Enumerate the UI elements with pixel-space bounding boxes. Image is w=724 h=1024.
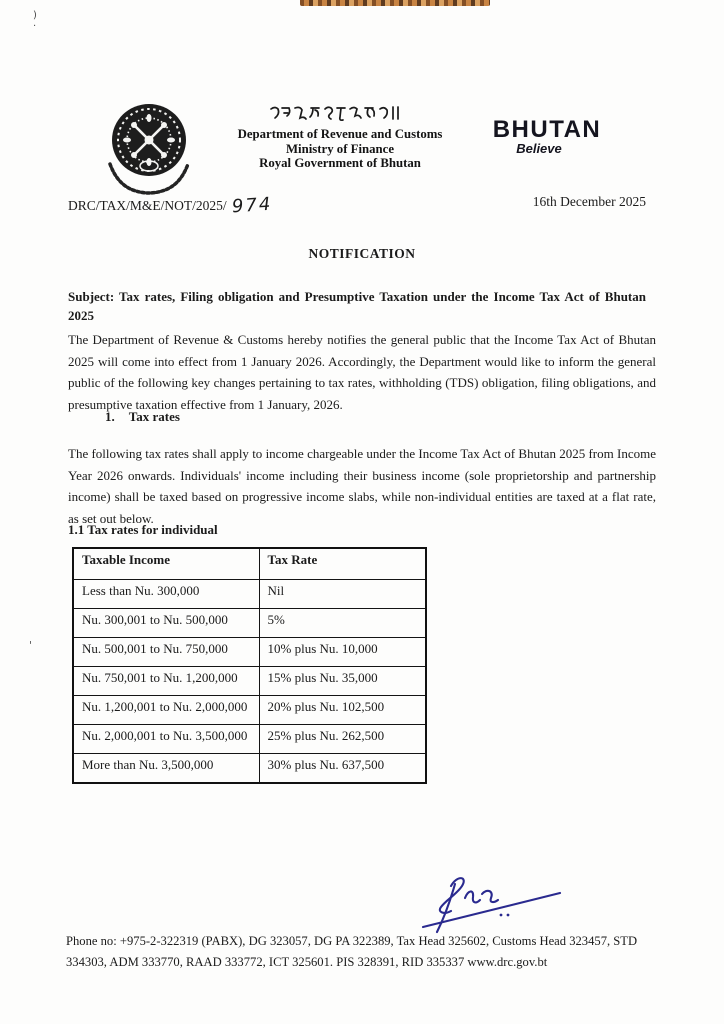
department-name: Department of Revenue and Customs — [237, 127, 443, 141]
column-header-taxable-income: Taxable Income — [73, 548, 259, 580]
table-header-row — [73, 548, 426, 580]
bhutan-government-emblem-icon — [106, 98, 192, 205]
table-row: Nu. 1,200,001 to Nu. 2,000,000 20% plus Nu. 102,500 — [73, 696, 426, 725]
section-number: 1. — [105, 409, 115, 424]
scan-artifact-strip — [300, 0, 490, 6]
pen-mark: ) . — [33, 10, 37, 29]
government-name: Royal Government of Bhutan — [259, 156, 421, 170]
document-title: NOTIFICATION — [308, 246, 416, 261]
intro-paragraph: The Department of Revenue & Customs hereby notifies the general public that the Income Tax Act of Bhutan 2025 will come into effect from 1 January 2026. Accordingly, the Department would like to inform the general public of the following key changes pertaining to tax rates, withholding (TDS) obligation, filing obligations, and presumptive taxation effective from 1 January, 2026. — [68, 332, 656, 412]
section-1-paragraph: The following tax rates shall apply to income chargeable under the Income Tax Act of Bhutan 2025 from Income Year 2026 onwards. Individuals' income including their business income (sole proprietorship and partnership income) shall be taxed based on progressive income slabs, while non-individual entities are taxed at a flat rate, as set out below. — [68, 446, 656, 526]
table-row: Less than Nu. 300,000 Nil — [73, 580, 426, 609]
dzongkha-title — [265, 104, 415, 122]
reference-number-label: DRC/TAX/M&E/NOT/2025/ — [68, 198, 227, 213]
pen-mark: ' — [29, 639, 33, 652]
table-row: More than Nu. 3,500,000 30% plus Nu. 637,500 — [73, 754, 426, 784]
table-row: Nu. 750,001 to Nu. 1,200,000 15% plus Nu. 35,000 — [73, 667, 426, 696]
brand-tagline: Believe — [516, 141, 562, 156]
letterhead — [225, 104, 455, 171]
bhutan-believe-logo — [472, 118, 622, 157]
ministry-name: Ministry of Finance — [285, 141, 395, 156]
section-title: Tax rates — [128, 409, 180, 424]
subsection-1-1-heading: 1.1 Tax rates for individual — [68, 522, 218, 537]
table-row: Nu. 300,001 to Nu. 500,000 5% — [73, 609, 426, 638]
section-1-heading — [105, 409, 180, 425]
column-header-tax-rate: Tax Rate — [259, 548, 426, 580]
individual-tax-rates-table — [72, 547, 427, 784]
table-row: Nu. 500,001 to Nu. 750,000 10% plus Nu. 10,000 — [73, 638, 426, 667]
brand-name: BHUTAN — [492, 116, 602, 143]
reference-row — [68, 193, 658, 218]
table-row: Nu. 2,000,001 to Nu. 3,500,000 25% plus Nu. 262,500 — [73, 725, 426, 754]
subject-line: Subject: Tax rates, Filing obligation and Presumptive Taxation under the Income Tax Act of Bhutan 2025 — [68, 289, 646, 323]
document-date: 16th December 2025 — [532, 194, 646, 209]
handwritten-reference-number: 974 — [230, 193, 273, 218]
footer-contact-info: Phone no: +975-2-322319 (PABX), DG 323057, DG PA 322389, Tax Head 325602, Customs Head 323457, STD 334303, ADM 333770, RAAD 333772, ICT 325601. PIS 328391, RID 335337 www.drc.gov.bt — [66, 934, 638, 969]
